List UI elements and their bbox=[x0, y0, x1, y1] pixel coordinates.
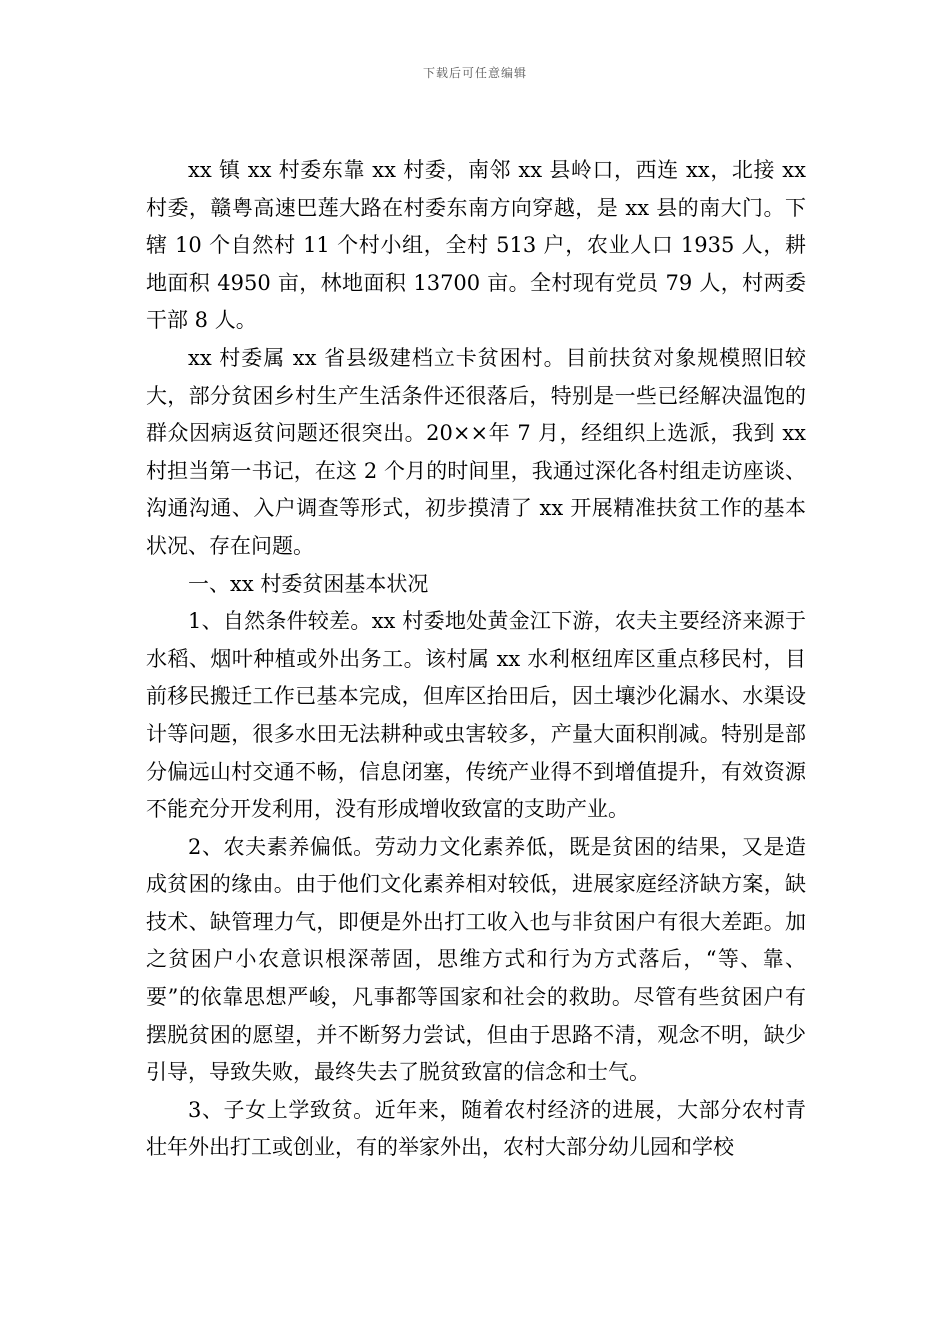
paragraph-education-poverty: 3、子女上学致贫。近年来，随着农村经济的进展，大部分农村青壮年外出打工或创业，有的举家外出，农村大部分幼儿园和学校 bbox=[146, 1097, 806, 1160]
paragraph-poverty-background: xx 村委属 xx 省县级建档立卡贫困村。目前扶贫对象规模照旧较大，部分贫困乡村生产生活条件还很落后，特别是一些已经解决温饱的群众因病返贫问题还很突出。20××年 7 月，经组织上选派，我到 xx 村担当第一书记，在这 2 个月的时间里，我通过深化各村组走访座谈、沟通沟通、入户调查等形式，初步摸清了 xx 开展精准扶贫工作的基本状况、存在问题。 bbox=[146, 345, 806, 558]
section-heading: 一、xx 村委贫困基本状况 bbox=[188, 571, 429, 596]
paragraph-village-overview: xx 镇 xx 村委东靠 xx 村委，南邻 xx 县岭口，西连 xx，北接 xx 村委，赣粤高速巴莲大路在村委东南方向穿越，是 xx 县的南大门。下辖 10 个自然村 11 个村小组，全村 513 户，农业人口 1935 人，耕地面积 4950 亩，林地面积 13700 亩。全村现有党员 79 人，村两委干部 8 人。 bbox=[146, 158, 806, 333]
page-header: 下载后可任意编辑 bbox=[422, 66, 527, 80]
paragraph-farmer-quality: 2、农夫素养偏低。劳动力文化素养低，既是贫困的结果，又是造成贫困的缘由。由于他们文化素养相对较低，进展家庭经济缺方案，缺技术、缺管理力气，即便是外出打工收入也与非贫困户有很大差距。加之贫困户小农意识根深蒂固，思维方式和行为方式落后，“等、靠、要”的依靠思想严峻，凡事都等国家和社会的救助。尽管有些贫困户有摆脱贫困的愿望，并不断努力尝试，但由于思路不清，观念不明，缺少引导，导致失败，最终失去了脱贫致富的信念和士气。 bbox=[146, 834, 806, 1085]
document-body bbox=[146, 152, 806, 1167]
paragraph-natural-conditions: 1、自然条件较差。xx 村委地处黄金江下游，农夫主要经济来源于水稻、烟叶种植或外出务工。该村属 xx 水利枢纽库区重点移民村，目前移民搬迁工作已基本完成，但库区抬田后，因土壤沙化漏水、水渠设计等问题，很多水田无法耕种或虫害较多，产量大面积削减。特别是部分偏远山村交通不畅，信息闭塞，传统产业得不到增值提升，有效资源不能充分开发利用，没有形成增收致富的支助产业。 bbox=[146, 609, 806, 822]
